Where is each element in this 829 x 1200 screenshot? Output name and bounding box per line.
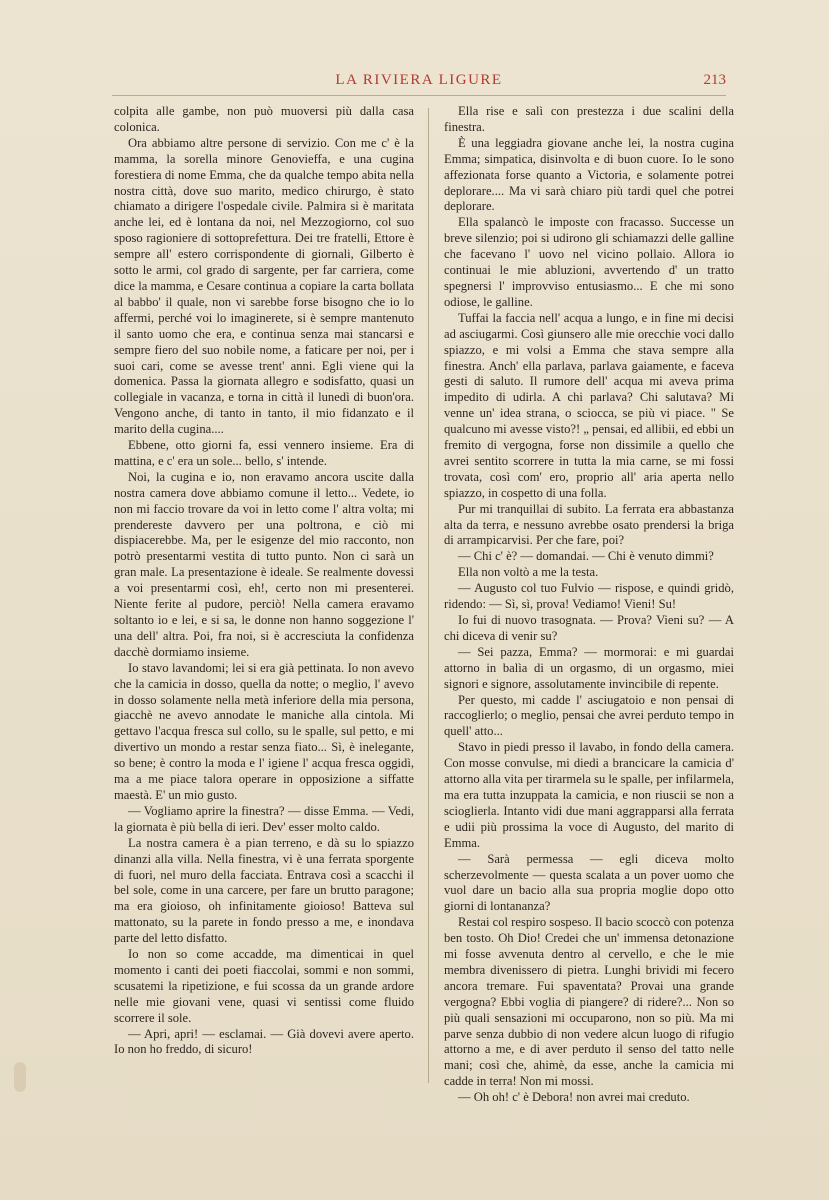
paragraph: Ebbene, otto giorni fa, essi vennero insieme. Era di mattina, e c' era un sole... bello, s' intende. xyxy=(114,438,414,468)
right-column xyxy=(444,104,734,1106)
paragraph: — Apri, apri! — esclamai. — Già dovevi avere aperto. Io non ho freddo, di sicuro! xyxy=(114,1026,414,1057)
paragraph: — Vogliamo aprire la finestra? — disse Emma. — Vedi, la giornata è più bella di ieri. Dev' esser molto caldo. xyxy=(114,803,414,834)
paragraph: Per questo, mi cadde l' asciugatoio e non pensai di raccoglierlo; o meglio, pensai che avrei perduto tempo in quell' atto... xyxy=(444,692,734,739)
paragraph: Io fui di nuovo trasognata. — Prova? Vieni su? — A chi diceva di venir su? xyxy=(444,613,734,643)
paragraph: — Chi c' è? — domandai. — Chi è venuto dimmi? xyxy=(458,549,714,564)
paragraph: Pur mi tranquillai di subito. La ferrata era abbastanza alta da terra, e nessuno avrebbe osato prendersi la briga di arrampicarvisi. Per che fare, poi? xyxy=(444,501,734,548)
paragraph: Stavo in piedi presso il lavabo, in fondo della camera. Con mosse convulse, mi diedi a brancicare la camicia d' attorno alla vita per tirarmela su le spalle, per infilarmela, ma era tutta inzuppata la camicia, e non riuscii se non a scioglierla. Intanto vidi due mani aggrapparsi alla ferrata e udii più prossima la voce di Augusto, del marito di Emma. xyxy=(444,740,734,850)
paragraph: Ora abbiamo altre persone di servizio. Con me c' è la mamma, la sorella minore Genovieffa, e una cugina forestiera di nome Emma, che da qualche tempo abita nella nostra città, dove suo marito, medico chirurgo, è stato chiamato a dirigere l'ospedale civile. Palmira si è maritata anche lei, ed è lontana da noi, nel Mezzogiorno, col suo sposo ragioniere di sottoprefettura. Dei tre fratelli, Ettore è sempre all' estero corrispondente di giornali, Gilberto è sotto le armi, col grado di sargente, per far carriera, come dice la mamma, e Cesare continua a copiare la carta bollata al babbo' il quale, non vi sarebbe forse bisogno che io lo affermi, perché voi lo imaginerete, si è sempre mantenuto il santo uomo che era, e continua senza mai stancarsi e sempre fiero del suo nobile nome, a faticare per noi, per i suoi cari, come se avesse trent' anni. Egli viene qui la domenica. Passa la giornata allegro e sodisfatto, quasi un collegiale in vacanza, e torna in città il lunedì di buon'ora. Vengono anche, di tanto in tanto, il mio fidanzato e il marito della cugina.... xyxy=(114,135,414,437)
magazine-title: LA RIVIERA LIGURE xyxy=(335,72,503,88)
column-divider xyxy=(428,108,429,1083)
paragraph: Ella rise e salì con prestezza i due scalini della finestra. xyxy=(444,104,734,134)
paragraph: — Oh oh! c' è Debora! non avrei mai creduto. xyxy=(458,1090,690,1105)
paragraph: colpita alle gambe, non può muoversi più dalla casa colonica. xyxy=(114,104,414,134)
paragraph: — Sarà permessa — egli diceva molto scherzevolmente — questa scalata a un pover uomo che vuol dare un bacio alla sua propria moglie dopo otto giorni di lontananza? xyxy=(444,851,734,914)
paragraph: La nostra camera è a pian terreno, e dà su lo spiazzo dinanzi alla villa. Nella finestra, vi è una ferrata sporgente di fuori, nel muro della facciata. Entrava così a scacchi il bel sole, come in una carcere, per fare un brutto paragone; ma era gioioso, oh infinitamente gioioso! Batteva sul mattonato, su la parete in fondo presso a me, e inondava parte del letto disfatto. xyxy=(114,835,414,946)
paper-stain xyxy=(14,1062,26,1092)
paragraph: — Sei pazza, Emma? — mormorai: e mi guardai attorno in balìa di un orgasmo, di un orgasmo, miei signori e signore, assolutamente invincibile di repente. xyxy=(444,644,734,691)
paragraph: Restai col respiro sospeso. Il bacio scoccò con potenza ben tosto. Oh Dio! Credei che un' immensa detonazione mi fosse avvenuta dentro al cervello, e che le mie membra divenissero di pietra. Lunghi brividi mi fecero ancora tremare. Fui spaventata? Provai una grande vergogna? Ebbi voglia di piangere? di ridere?... Non so più quali sensazioni mi occuparono, non so più. Ma mi parve senza dubbio di non vedere alcun luogo di rifugio attorno a me, e di aver perduto il senso del tatto nelle mani; così che, ahimè, da esse, anche la camicia mi cadde in terra! Non mi mossi. xyxy=(444,915,734,1089)
paragraph: Noi, la cugina e io, non eravamo ancora uscite dalla nostra camera dove abbiamo comune il letto... Vedete, io non mi faccio trovare da voi in letto come l' altra volta; mi prendereste davvero per una poltrona, e ciò mi dispiacerebbe. Ma, per le esigenze del mio racconto, non potrò presentarmi vestita di tutto punto. Non ci sarà un gran male. La presentazione è ideale. Se realmente dovessi a voi presentarmi così, eh!, certo non mi presenterei. Niente ferite al pudore, perciò! Nella camera eravamo soltanto io e lei, e si sa, le donne non hanno soggezione l' una dell' altra. Poi, fra noi, si è accresciuta la confidenza dacchè dormiamo insieme. xyxy=(114,469,414,659)
paragraph: Ella spalancò le imposte con fracasso. Successe un breve silenzio; poi si udirono gli schiamazzi delle galline che facevano l' uovo nel vicino pollaio. Allora io continuai le mie abluzioni, avvertendo d' un tratto spegnersi l' improvviso entusiasmo... E che mi sono odiose, le galline. xyxy=(444,215,734,309)
running-header xyxy=(112,72,726,96)
left-column xyxy=(114,104,414,1058)
paragraph: Io non so come accadde, ma dimenticai in quel momento i canti dei poeti fiaccolai, sommi e non sommi, scusatemi la ripetizione, e fui scossa da un grande ardore nelle mie giovani vene, quasi vi sentissi come fluido scorrere il sole. xyxy=(114,947,414,1025)
paragraph: È una leggiadra giovane anche lei, la nostra cugina Emma; simpatica, disinvolta e di buon cuore. Io le sono affezionata forse quanto a Victoria, e solamente potrei deplorare.... Ma vi sarà chiaro più tardi quel che potrei deplorare. xyxy=(444,135,734,214)
header-rule xyxy=(112,95,726,96)
paragraph: Ella non voltò a me la testa. xyxy=(458,565,599,580)
paragraph: Tuffai la faccia nell' acqua a lungo, e in fine mi decisi ad asciugarmi. Così giunsero alle mie orecchie voci dallo spiazzo, e mi volsi a Emma che stava sempre alla finestra. Anch' ella parlava, parlava gaiamente, e faceva gesti di saluto. Il rumore dell' acqua mi aveva prima impedito di udirla. A chi parlava? Chi salutava? Mi venne un' idea strana, o sciocca, se più vi piace. " Se qualcuno mi avesse visto?! „ pensai, ed allibii, ed ebbi un fremito di vergogna, forse non dissimile a quello che avrei sentito scorrere in tutta la mia carne, se mi fossi trovata, così com' ero, proprio all' aria aperta nello spiazzo, in cospetto di una folla. xyxy=(444,310,734,500)
paragraph: — Augusto col tuo Fulvio — rispose, e quindi gridò, ridendo: — Sì, sì, prova! Vediamo! Vieni! Su! xyxy=(444,581,734,612)
paragraph: Io stavo lavandomi; lei si era già pettinata. Io non avevo che la camicia in dosso, quella da notte; o meglio, l' avevo in dosso solamente nella metà inferiore della mia persona, giacchè ne avevo annodate le maniche alla cintola. Mi gettavo l'acqua fresca sul collo, su le spalle, sul petto, e mi divertivo un mondo a restar senza fiato... Sì, è inelegante, so bene; è contro la moda e l' igiene l' acqua fresca oggidì, ma a me piace talora operare in opposizione a siffatte maestà. E' un mio gusto. xyxy=(114,660,414,802)
page-number: 213 xyxy=(703,72,726,88)
